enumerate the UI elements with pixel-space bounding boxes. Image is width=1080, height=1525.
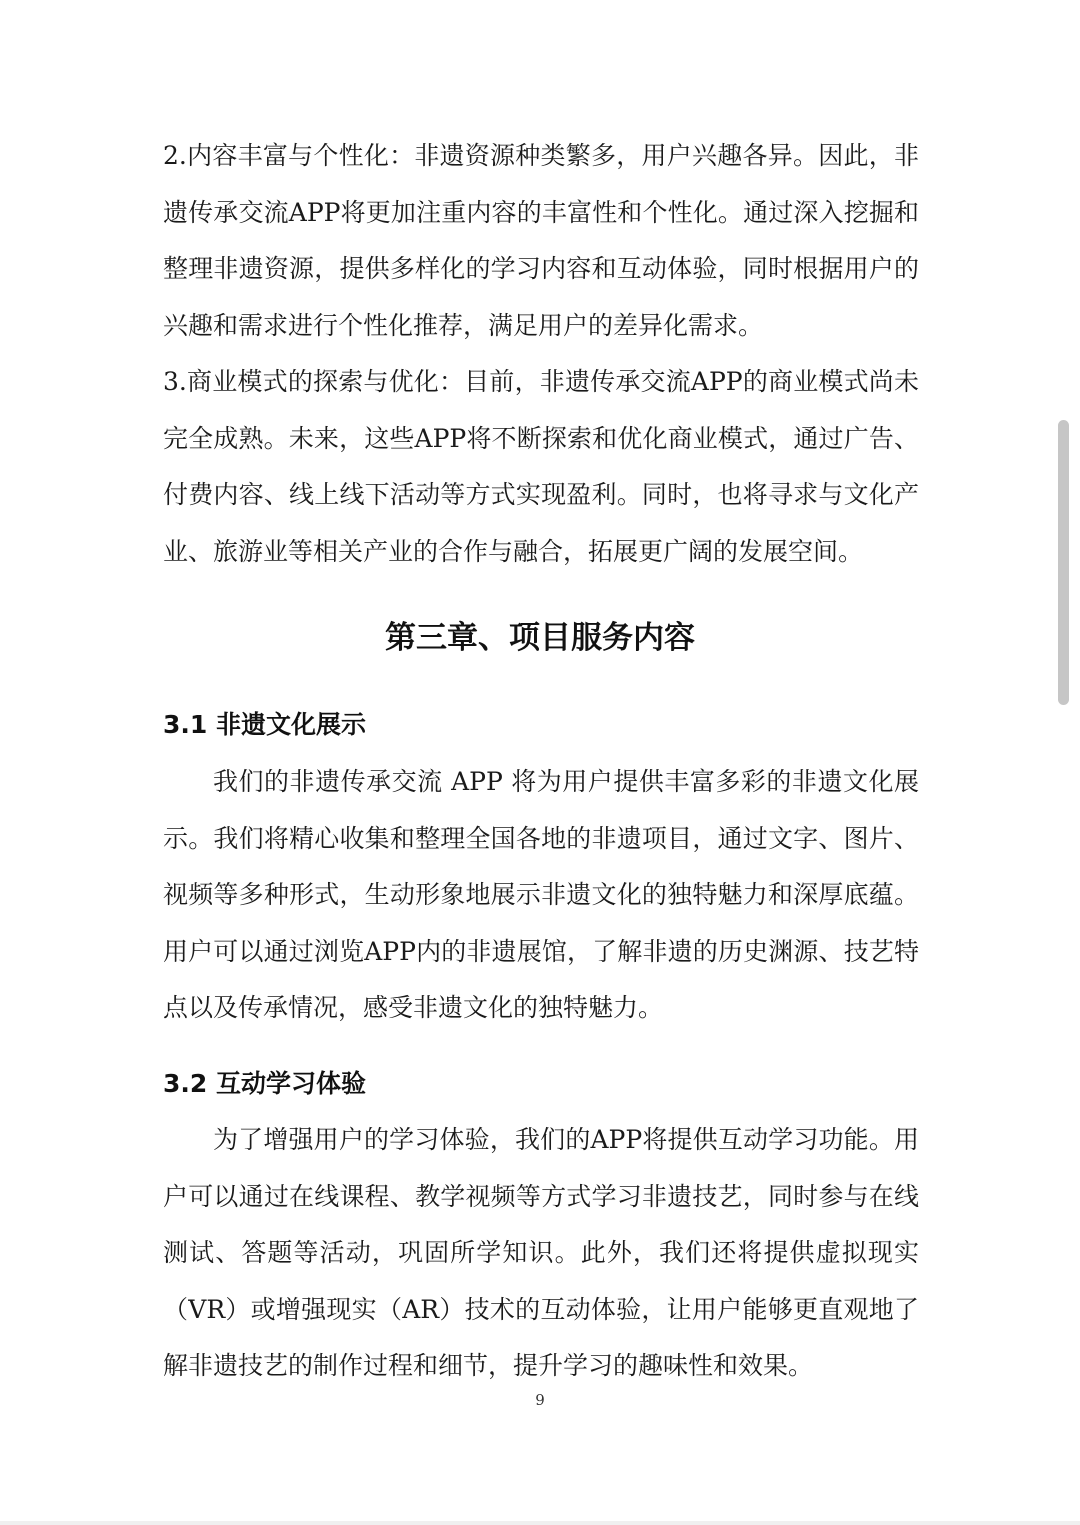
section-title-3-1: 3.1 非遗文化展示 <box>163 710 366 739</box>
section-title-3-2: 3.2 互动学习体验 <box>163 1069 366 1098</box>
section-body-3-2: 为了增强用户的学习体验，我们的APP将提供互动学习功能。用户可以通过在线课程、教学视频等方式学习非遗技艺，同时参与在线测试、答题等活动，巩固所学知识。此外，我们还将提供虚拟现实（VR）或增强现实（AR）技术的互动体验，让用户能够更直观地了解非遗技艺的制作过程和细节，提升学习的趣味性和效果。 <box>163 1125 919 1380</box>
section-body-3-1: 我们的非遗传承交流 APP 将为用户提供丰富多彩的非遗文化展示。我们将精心收集和整理全国各地的非遗项目，通过文字、图片、视频等多种形式，生动形象地展示非遗文化的独特魅力和深厚底蕴。用户可以通过浏览APP内的非遗展馆，了解非遗的历史渊源、技艺特点以及传承情况，感受非遗文化的独特魅力。 <box>163 767 919 1022</box>
chapter-title: 第三章、项目服务内容 <box>385 620 695 656</box>
page-number: 9 <box>535 1391 545 1409</box>
paragraph-business-model: 3.商业模式的探索与优化：目前，非遗传承交流APP的商业模式尚未完全成熟。未来，这些APP将不断探索和优化商业模式，通过广告、付费内容、线上线下活动等方式实现盈利。同时，也将寻求与文化产业、旅游业等相关产业的合作与融合，拓展更广阔的发展空间。 <box>163 367 919 566</box>
paragraph-content-personalization: 2.内容丰富与个性化：非遗资源种类繁多，用户兴趣各异。因此，非遗传承交流APP将更加注重内容的丰富性和个性化。通过深入挖掘和整理非遗资源，提供多样化的学习内容和互动体验，同时根据用户的兴趣和需求进行个性化推荐，满足用户的差异化需求。 <box>163 141 919 340</box>
page-bottom-divider <box>0 1521 1080 1525</box>
vertical-scrollbar-thumb[interactable] <box>1058 420 1069 705</box>
